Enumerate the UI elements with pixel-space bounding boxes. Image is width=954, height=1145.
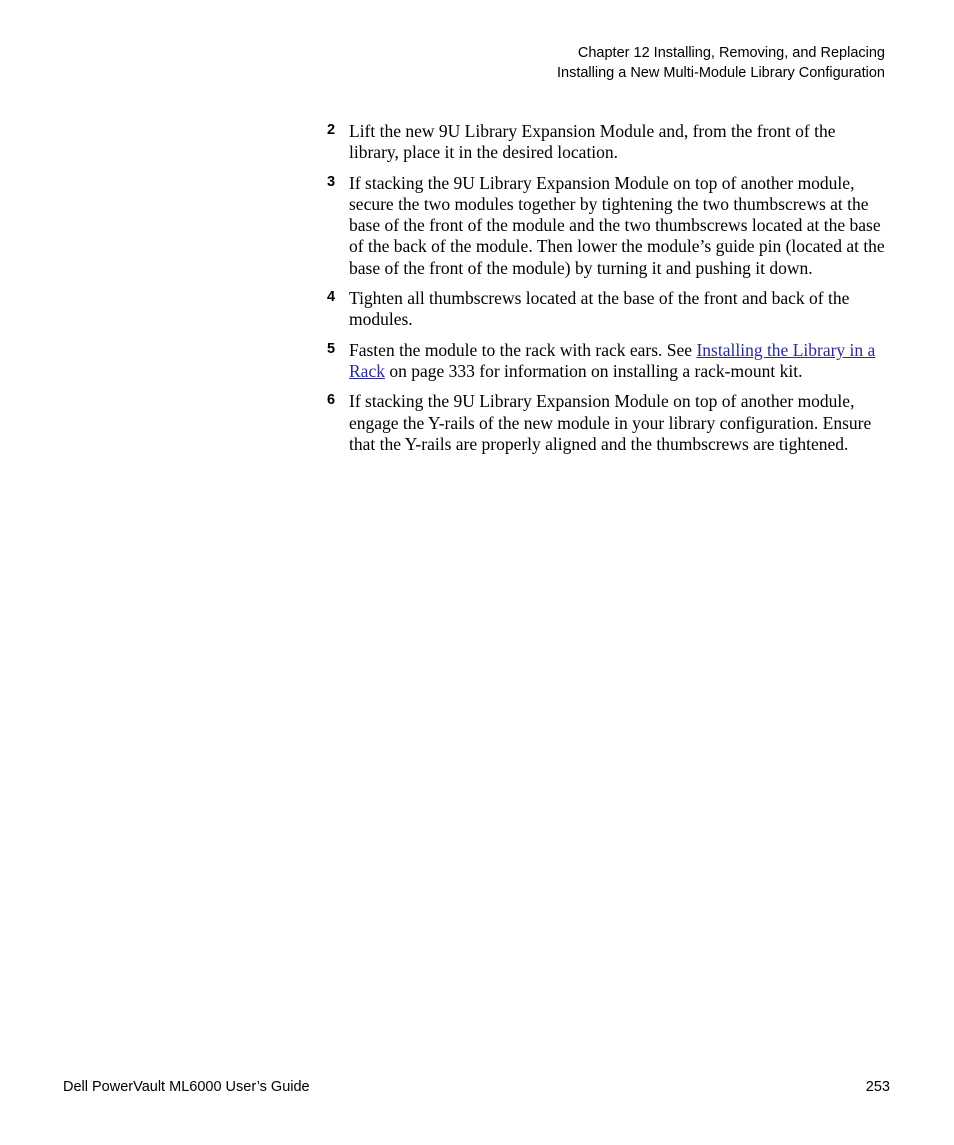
step-2 (327, 121, 889, 164)
running-header (557, 43, 885, 83)
step-3 (327, 173, 889, 279)
page-number: 253 (865, 1079, 890, 1095)
step-5 (327, 340, 889, 383)
step-number: 4 (327, 289, 336, 306)
step-text (349, 340, 889, 383)
step-4 (327, 288, 889, 331)
step-6 (327, 391, 889, 455)
step-text: Tighten all thumbscrews located at the base of the front and back of the modules. (349, 288, 850, 330)
page-footer (63, 1079, 890, 1095)
installing-library-in-rack-link[interactable]: Installing the Library in a Rack (349, 339, 876, 381)
guide-title: Dell PowerVault ML6000 User’s Guide (63, 1079, 310, 1095)
chapter-title: Chapter 12 Installing, Removing, and Replacing (577, 45, 885, 61)
section-title: Installing a New Multi-Module Library Configuration (556, 65, 885, 81)
step-number: 5 (327, 340, 336, 357)
step-number: 6 (327, 392, 336, 409)
step-number: 3 (327, 173, 336, 190)
step-text-after-link: on page 333 for information on installing a rack-mount kit. (384, 360, 803, 381)
step-text: If stacking the 9U Library Expansion Module on top of another module, engage the Y-rails of the new module in your library configuration. Ensure that the Y-rails are properly aligned and the thumbscrews are tightened. (349, 391, 872, 454)
step-text-before-link: Fasten the module to the rack with rack ears. See (349, 339, 697, 360)
step-text: Lift the new 9U Library Expansion Module and, from the front of the library, place it in the desired location. (349, 121, 836, 163)
procedure-steps (327, 121, 889, 464)
step-text: If stacking the 9U Library Expansion Module on top of another module, secure the two modules together by tightening the two thumbscrews at the base of the front of the module and the two thumbscrews located at the base of the back of the module. Then lower the module’s guide pin (located at the base of the front of the module) by turning it and pushing it down. (349, 172, 885, 278)
step-number: 2 (327, 122, 336, 138)
